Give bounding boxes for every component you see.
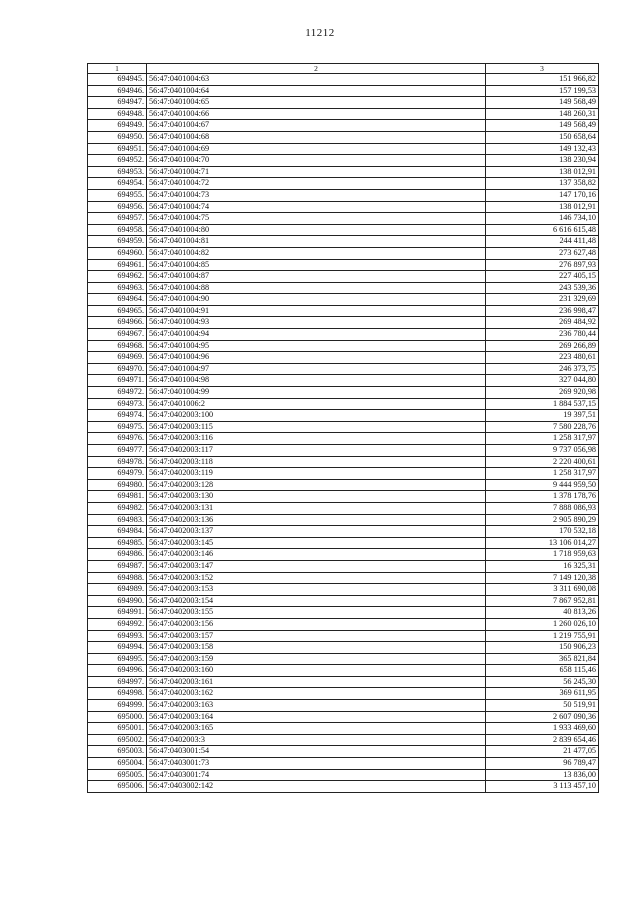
table-row [88, 758, 599, 770]
table-row [88, 247, 599, 259]
value-cell: 138 012,91 [486, 201, 599, 213]
table-row [88, 642, 599, 654]
value-cell: 56 245,30 [486, 676, 599, 688]
cadastral-number-cell: 56:47:0403002:142 [147, 781, 486, 793]
row-number-cell: 694988. [88, 572, 147, 584]
row-number-cell: 695006. [88, 781, 147, 793]
cadastral-number-cell: 56:47:0402003:155 [147, 607, 486, 619]
table-row [88, 155, 599, 167]
cadastral-number-cell: 56:47:0401004:96 [147, 352, 486, 364]
cadastral-number-cell: 56:47:0402003:100 [147, 410, 486, 422]
table-row [88, 479, 599, 491]
header-row [88, 64, 599, 74]
cadastral-number-cell: 56:47:0401004:71 [147, 166, 486, 178]
value-cell: 3 311 690,08 [486, 584, 599, 596]
cadastral-number-cell: 56:47:0401004:70 [147, 155, 486, 167]
row-number-cell: 694969. [88, 352, 147, 364]
table-row [88, 329, 599, 341]
table-row [88, 317, 599, 329]
row-number-cell: 695005. [88, 769, 147, 781]
row-number-cell: 694948. [88, 108, 147, 120]
cadastral-number-cell: 56:47:0401004:91 [147, 305, 486, 317]
row-number-cell: 694982. [88, 502, 147, 514]
value-cell: 269 920,98 [486, 387, 599, 399]
cadastral-number-cell: 56:47:0401004:98 [147, 375, 486, 387]
table-row [88, 120, 599, 132]
value-cell: 7 888 086,93 [486, 502, 599, 514]
row-number-cell: 694996. [88, 665, 147, 677]
value-cell: 276 897,93 [486, 259, 599, 271]
table-row [88, 723, 599, 735]
row-number-cell: 694967. [88, 329, 147, 341]
cadastral-number-cell: 56:47:0402003:159 [147, 653, 486, 665]
cadastral-number-cell: 56:47:0402003:115 [147, 421, 486, 433]
value-cell: 369 611,95 [486, 688, 599, 700]
row-number-cell: 694945. [88, 74, 147, 86]
value-cell: 146 734,10 [486, 213, 599, 225]
value-cell: 1 219 755,91 [486, 630, 599, 642]
cadastral-number-cell: 56:47:0402003:3 [147, 734, 486, 746]
value-cell: 6 616 615,48 [486, 224, 599, 236]
cadastral-number-cell: 56:47:0402003:160 [147, 665, 486, 677]
row-number-cell: 694955. [88, 189, 147, 201]
cadastral-number-cell: 56:47:0403001:73 [147, 758, 486, 770]
table-row [88, 166, 599, 178]
value-cell: 231 329,69 [486, 294, 599, 306]
cadastral-number-cell: 56:47:0402003:162 [147, 688, 486, 700]
value-cell: 1 258 317,97 [486, 468, 599, 480]
value-cell: 243 539,36 [486, 282, 599, 294]
value-cell: 227 405,15 [486, 271, 599, 283]
value-cell: 3 113 457,10 [486, 781, 599, 793]
value-cell: 1 933 469,60 [486, 723, 599, 735]
table-row [88, 74, 599, 86]
table-row [88, 734, 599, 746]
row-number-cell: 694990. [88, 595, 147, 607]
cadastral-number-cell: 56:47:0401004:81 [147, 236, 486, 248]
value-cell: 244 411,48 [486, 236, 599, 248]
row-number-cell: 694972. [88, 387, 147, 399]
row-number-cell: 694951. [88, 143, 147, 155]
row-number-cell: 694956. [88, 201, 147, 213]
value-cell: 50 519,91 [486, 700, 599, 712]
row-number-cell: 694964. [88, 294, 147, 306]
value-cell: 7 580 228,76 [486, 421, 599, 433]
cadastral-number-cell: 56:47:0401004:88 [147, 282, 486, 294]
table-row [88, 676, 599, 688]
value-cell: 149 568,49 [486, 120, 599, 132]
row-number-cell: 694970. [88, 363, 147, 375]
table-row [88, 549, 599, 561]
cadastral-number-cell: 56:47:0402003:117 [147, 445, 486, 457]
value-cell: 223 480,61 [486, 352, 599, 364]
cadastral-number-cell: 56:47:0401004:93 [147, 317, 486, 329]
value-cell: 2 220 400,61 [486, 456, 599, 468]
value-cell: 96 789,47 [486, 758, 599, 770]
row-number-cell: 694991. [88, 607, 147, 619]
row-number-cell: 695003. [88, 746, 147, 758]
table-row [88, 607, 599, 619]
cadastral-number-cell: 56:47:0402003:116 [147, 433, 486, 445]
table-row [88, 700, 599, 712]
table-row [88, 305, 599, 317]
row-number-cell: 694994. [88, 642, 147, 654]
table-row [88, 456, 599, 468]
table-row [88, 282, 599, 294]
column-header-2: 2 [147, 64, 486, 74]
value-cell: 1 260 026,10 [486, 618, 599, 630]
value-cell: 7 149 120,38 [486, 572, 599, 584]
cadastral-number-cell: 56:47:0402003:156 [147, 618, 486, 630]
value-cell: 1 884 537,15 [486, 398, 599, 410]
cadastral-number-cell: 56:47:0402003:118 [147, 456, 486, 468]
cadastral-number-cell: 56:47:0401004:95 [147, 340, 486, 352]
row-number-cell: 694961. [88, 259, 147, 271]
row-number-cell: 695001. [88, 723, 147, 735]
cadastral-number-cell: 56:47:0402003:158 [147, 642, 486, 654]
value-cell: 2 839 654,46 [486, 734, 599, 746]
row-number-cell: 694978. [88, 456, 147, 468]
value-cell: 327 044,80 [486, 375, 599, 387]
value-cell: 148 260,31 [486, 108, 599, 120]
table-row [88, 213, 599, 225]
row-number-cell: 694952. [88, 155, 147, 167]
cadastral-number-cell: 56:47:0402003:161 [147, 676, 486, 688]
value-cell: 9 444 959,50 [486, 479, 599, 491]
registry-table [87, 63, 599, 793]
value-cell: 7 867 952,81 [486, 595, 599, 607]
table-row [88, 688, 599, 700]
table-row [88, 526, 599, 538]
value-cell: 147 170,16 [486, 189, 599, 201]
row-number-cell: 694985. [88, 537, 147, 549]
row-number-cell: 694975. [88, 421, 147, 433]
row-number-cell: 694947. [88, 97, 147, 109]
cadastral-number-cell: 56:47:0401004:85 [147, 259, 486, 271]
row-number-cell: 694993. [88, 630, 147, 642]
value-cell: 149 132,43 [486, 143, 599, 155]
row-number-cell: 694949. [88, 120, 147, 132]
row-number-cell: 694987. [88, 560, 147, 572]
table-row [88, 445, 599, 457]
row-number-cell: 694999. [88, 700, 147, 712]
row-number-cell: 694998. [88, 688, 147, 700]
row-number-cell: 694981. [88, 491, 147, 503]
table-row [88, 711, 599, 723]
cadastral-number-cell: 56:47:0401004:97 [147, 363, 486, 375]
value-cell: 246 373,75 [486, 363, 599, 375]
row-number-cell: 695002. [88, 734, 147, 746]
table-row [88, 398, 599, 410]
row-number-cell: 695004. [88, 758, 147, 770]
value-cell: 2 607 090,36 [486, 711, 599, 723]
cadastral-number-cell: 56:47:0402003:119 [147, 468, 486, 480]
cadastral-number-cell: 56:47:0401004:72 [147, 178, 486, 190]
value-cell: 1 378 178,76 [486, 491, 599, 503]
row-number-cell: 694984. [88, 526, 147, 538]
table-row [88, 340, 599, 352]
row-number-cell: 694992. [88, 618, 147, 630]
cadastral-number-cell: 56:47:0401004:66 [147, 108, 486, 120]
row-number-cell: 694997. [88, 676, 147, 688]
row-number-cell: 694966. [88, 317, 147, 329]
row-number-cell: 694983. [88, 514, 147, 526]
value-cell: 157 199,53 [486, 85, 599, 97]
value-cell: 16 325,31 [486, 560, 599, 572]
row-number-cell: 694957. [88, 213, 147, 225]
cadastral-number-cell: 56:47:0402003:152 [147, 572, 486, 584]
cadastral-number-cell: 56:47:0401004:64 [147, 85, 486, 97]
table-row [88, 781, 599, 793]
table-row [88, 271, 599, 283]
row-number-cell: 694946. [88, 85, 147, 97]
row-number-cell: 694959. [88, 236, 147, 248]
column-header-1: 1 [88, 64, 147, 74]
row-number-cell: 694977. [88, 445, 147, 457]
value-cell: 9 737 056,98 [486, 445, 599, 457]
cadastral-number-cell: 56:47:0402003:153 [147, 584, 486, 596]
table-row [88, 618, 599, 630]
row-number-cell: 694962. [88, 271, 147, 283]
value-cell: 150 906,23 [486, 642, 599, 654]
value-cell: 40 813,26 [486, 607, 599, 619]
row-number-cell: 694968. [88, 340, 147, 352]
row-number-cell: 694963. [88, 282, 147, 294]
value-cell: 658 115,46 [486, 665, 599, 677]
cadastral-number-cell: 56:47:0401004:82 [147, 247, 486, 259]
cadastral-number-cell: 56:47:0402003:154 [147, 595, 486, 607]
cadastral-number-cell: 56:47:0401004:75 [147, 213, 486, 225]
table-row [88, 108, 599, 120]
table-body [88, 74, 599, 793]
row-number-cell: 694960. [88, 247, 147, 259]
table-row [88, 189, 599, 201]
cadastral-number-cell: 56:47:0401004:65 [147, 97, 486, 109]
cadastral-number-cell: 56:47:0401004:90 [147, 294, 486, 306]
cadastral-number-cell: 56:47:0401004:67 [147, 120, 486, 132]
cadastral-number-cell: 56:47:0401004:87 [147, 271, 486, 283]
cadastral-number-cell: 56:47:0401006:2 [147, 398, 486, 410]
cadastral-number-cell: 56:47:0401004:80 [147, 224, 486, 236]
value-cell: 236 780,44 [486, 329, 599, 341]
page-number: 11212 [305, 27, 335, 39]
cadastral-number-cell: 56:47:0402003:130 [147, 491, 486, 503]
cadastral-number-cell: 56:47:0402003:145 [147, 537, 486, 549]
cadastral-number-cell: 56:47:0402003:137 [147, 526, 486, 538]
table-row [88, 560, 599, 572]
table-row [88, 410, 599, 422]
row-number-cell: 694989. [88, 584, 147, 596]
value-cell: 273 627,48 [486, 247, 599, 259]
row-number-cell: 694971. [88, 375, 147, 387]
cadastral-number-cell: 56:47:0401004:69 [147, 143, 486, 155]
value-cell: 137 358,82 [486, 178, 599, 190]
value-cell: 13 106 014,27 [486, 537, 599, 549]
cadastral-number-cell: 56:47:0401004:99 [147, 387, 486, 399]
table-row [88, 97, 599, 109]
row-number-cell: 694995. [88, 653, 147, 665]
row-number-cell: 694974. [88, 410, 147, 422]
row-number-cell: 694950. [88, 131, 147, 143]
cadastral-number-cell: 56:47:0401004:73 [147, 189, 486, 201]
value-cell: 365 821,84 [486, 653, 599, 665]
table-row [88, 363, 599, 375]
table-row [88, 502, 599, 514]
cadastral-number-cell: 56:47:0403001:74 [147, 769, 486, 781]
table-row [88, 595, 599, 607]
table-row [88, 85, 599, 97]
cadastral-number-cell: 56:47:0402003:147 [147, 560, 486, 572]
table-row [88, 178, 599, 190]
row-number-cell: 694965. [88, 305, 147, 317]
cadastral-number-cell: 56:47:0401004:63 [147, 74, 486, 86]
cadastral-number-cell: 56:47:0402003:157 [147, 630, 486, 642]
table-row [88, 375, 599, 387]
row-number-cell: 694973. [88, 398, 147, 410]
cadastral-number-cell: 56:47:0401004:68 [147, 131, 486, 143]
value-cell: 170 532,18 [486, 526, 599, 538]
table-row [88, 653, 599, 665]
value-cell: 2 905 890,29 [486, 514, 599, 526]
cadastral-number-cell: 56:47:0403001:54 [147, 746, 486, 758]
table-row [88, 201, 599, 213]
value-cell: 269 266,89 [486, 340, 599, 352]
table-row [88, 746, 599, 758]
cadastral-number-cell: 56:47:0402003:164 [147, 711, 486, 723]
cadastral-number-cell: 56:47:0402003:136 [147, 514, 486, 526]
table-row [88, 387, 599, 399]
value-cell: 13 836,00 [486, 769, 599, 781]
table-row [88, 259, 599, 271]
table-row [88, 584, 599, 596]
table-row [88, 224, 599, 236]
table-row [88, 294, 599, 306]
table-row [88, 421, 599, 433]
table-header [88, 64, 599, 74]
table-row [88, 630, 599, 642]
value-cell: 151 966,82 [486, 74, 599, 86]
column-header-3: 3 [486, 64, 599, 74]
row-number-cell: 694954. [88, 178, 147, 190]
value-cell: 1 718 959,63 [486, 549, 599, 561]
table-row [88, 143, 599, 155]
row-number-cell: 694976. [88, 433, 147, 445]
table-row [88, 537, 599, 549]
row-number-cell: 695000. [88, 711, 147, 723]
row-number-cell: 694979. [88, 468, 147, 480]
cadastral-number-cell: 56:47:0402003:128 [147, 479, 486, 491]
table-row [88, 665, 599, 677]
table-row [88, 491, 599, 503]
table-row [88, 131, 599, 143]
cadastral-number-cell: 56:47:0402003:146 [147, 549, 486, 561]
cadastral-number-cell: 56:47:0401004:74 [147, 201, 486, 213]
table-row [88, 514, 599, 526]
row-number-cell: 694953. [88, 166, 147, 178]
cadastral-number-cell: 56:47:0402003:163 [147, 700, 486, 712]
value-cell: 236 998,47 [486, 305, 599, 317]
value-cell: 19 397,51 [486, 410, 599, 422]
table-row [88, 236, 599, 248]
row-number-cell: 694986. [88, 549, 147, 561]
table-row [88, 433, 599, 445]
row-number-cell: 694980. [88, 479, 147, 491]
cadastral-number-cell: 56:47:0402003:131 [147, 502, 486, 514]
value-cell: 149 568,49 [486, 97, 599, 109]
value-cell: 1 258 317,97 [486, 433, 599, 445]
cadastral-number-cell: 56:47:0402003:165 [147, 723, 486, 735]
value-cell: 150 658,64 [486, 131, 599, 143]
value-cell: 269 484,92 [486, 317, 599, 329]
value-cell: 138 012,91 [486, 166, 599, 178]
value-cell: 138 230,94 [486, 155, 599, 167]
table-row [88, 468, 599, 480]
table-row [88, 572, 599, 584]
value-cell: 21 477,05 [486, 746, 599, 758]
cadastral-number-cell: 56:47:0401004:94 [147, 329, 486, 341]
table-row [88, 352, 599, 364]
table-row [88, 769, 599, 781]
row-number-cell: 694958. [88, 224, 147, 236]
